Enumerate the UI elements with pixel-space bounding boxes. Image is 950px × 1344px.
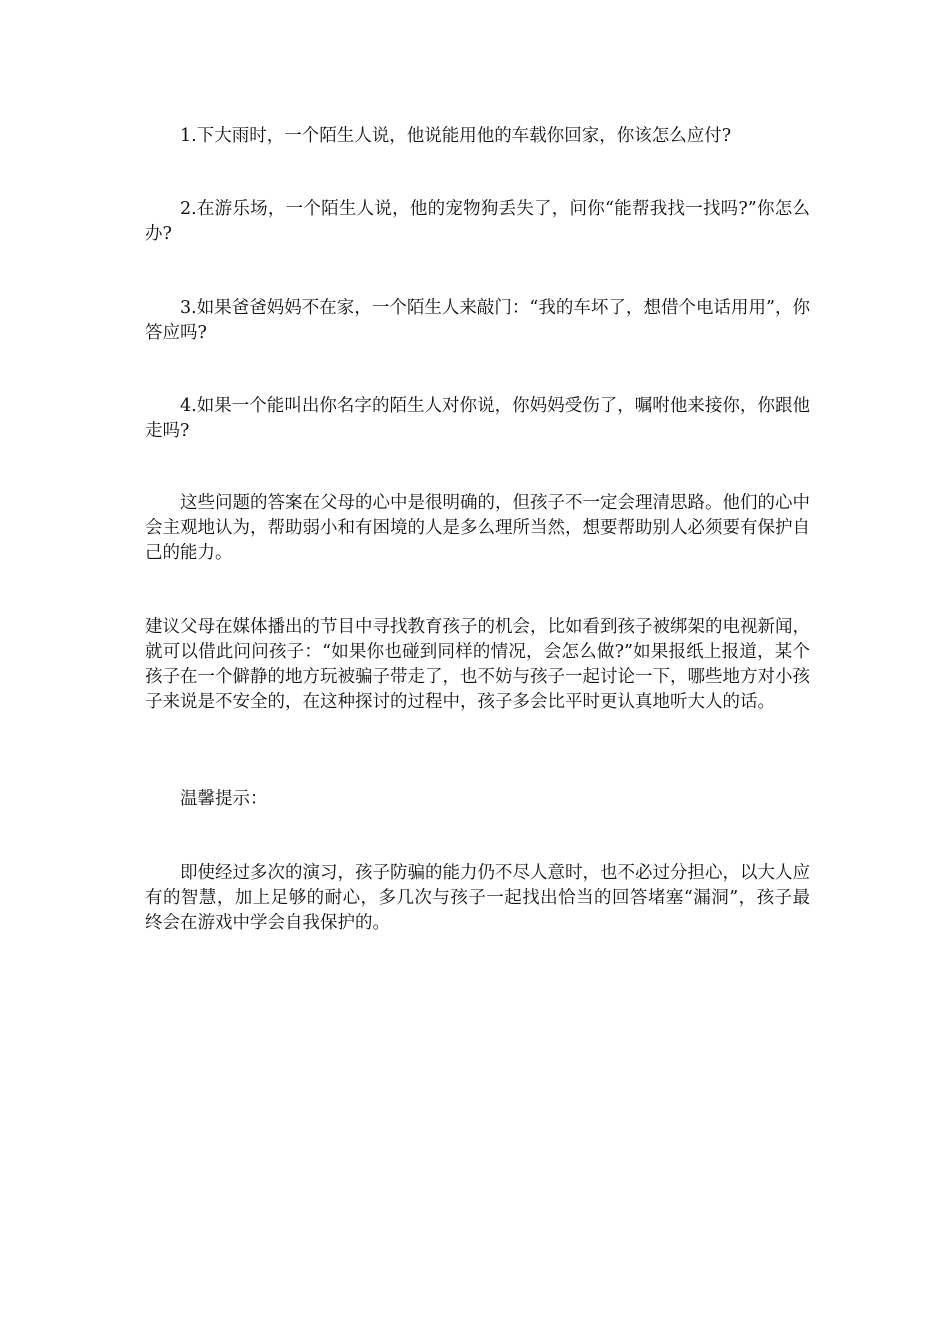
explanation-paragraph: 这些问题的答案在父母的心中是很明确的，但孩子不一定会理清思路。他们的心中会主观地认为，帮助弱小和有困境的人是多么理所当然，想要帮助别人必须要有保护自己的能力。 [145,493,810,563]
question-1: 1.下大雨时，一个陌生人说，他说能用他的车载你回家，你该怎么应付? [180,126,732,146]
question-4: 4.如果一个能叫出你名字的陌生人对你说，你妈妈受伤了，嘱咐他来接你，你跟他走吗? [145,396,810,441]
question-2: 2.在游乐场，一个陌生人说，他的宠物狗丢失了，问你“能帮我找一找吗?”你怎么办? [145,199,810,244]
advice-paragraph: 建议父母在媒体播出的节目中寻找教育孩子的机会，比如看到孩子被绑架的电视新闻，就可以借此问问孩子：“如果你也碰到同样的情况，会怎么做?”如果报纸上报道，某个孩子在一个僻静的地方玩被骗子带走了，也不妨与孩子一起讨论一下，哪些地方对小孩子来说是不安全的，在这种探讨的过程中，孩子多会比平时更认真地听大人的话。 [145,617,810,712]
tip-heading: 温馨提示： [180,789,268,809]
tip-paragraph: 即使经过多次的演习，孩子防骗的能力仍不尽人意时，也不必过分担心，以大人应有的智慧，加上足够的耐心，多几次与孩子一起找出恰当的回答堵塞“漏洞”，孩子最终会在游戏中学会自我保护的。 [145,863,810,933]
question-3: 3.如果爸爸妈妈不在家，一个陌生人来敲门：“我的车坏了，想借个电话用用”，你答应吗? [145,298,810,343]
